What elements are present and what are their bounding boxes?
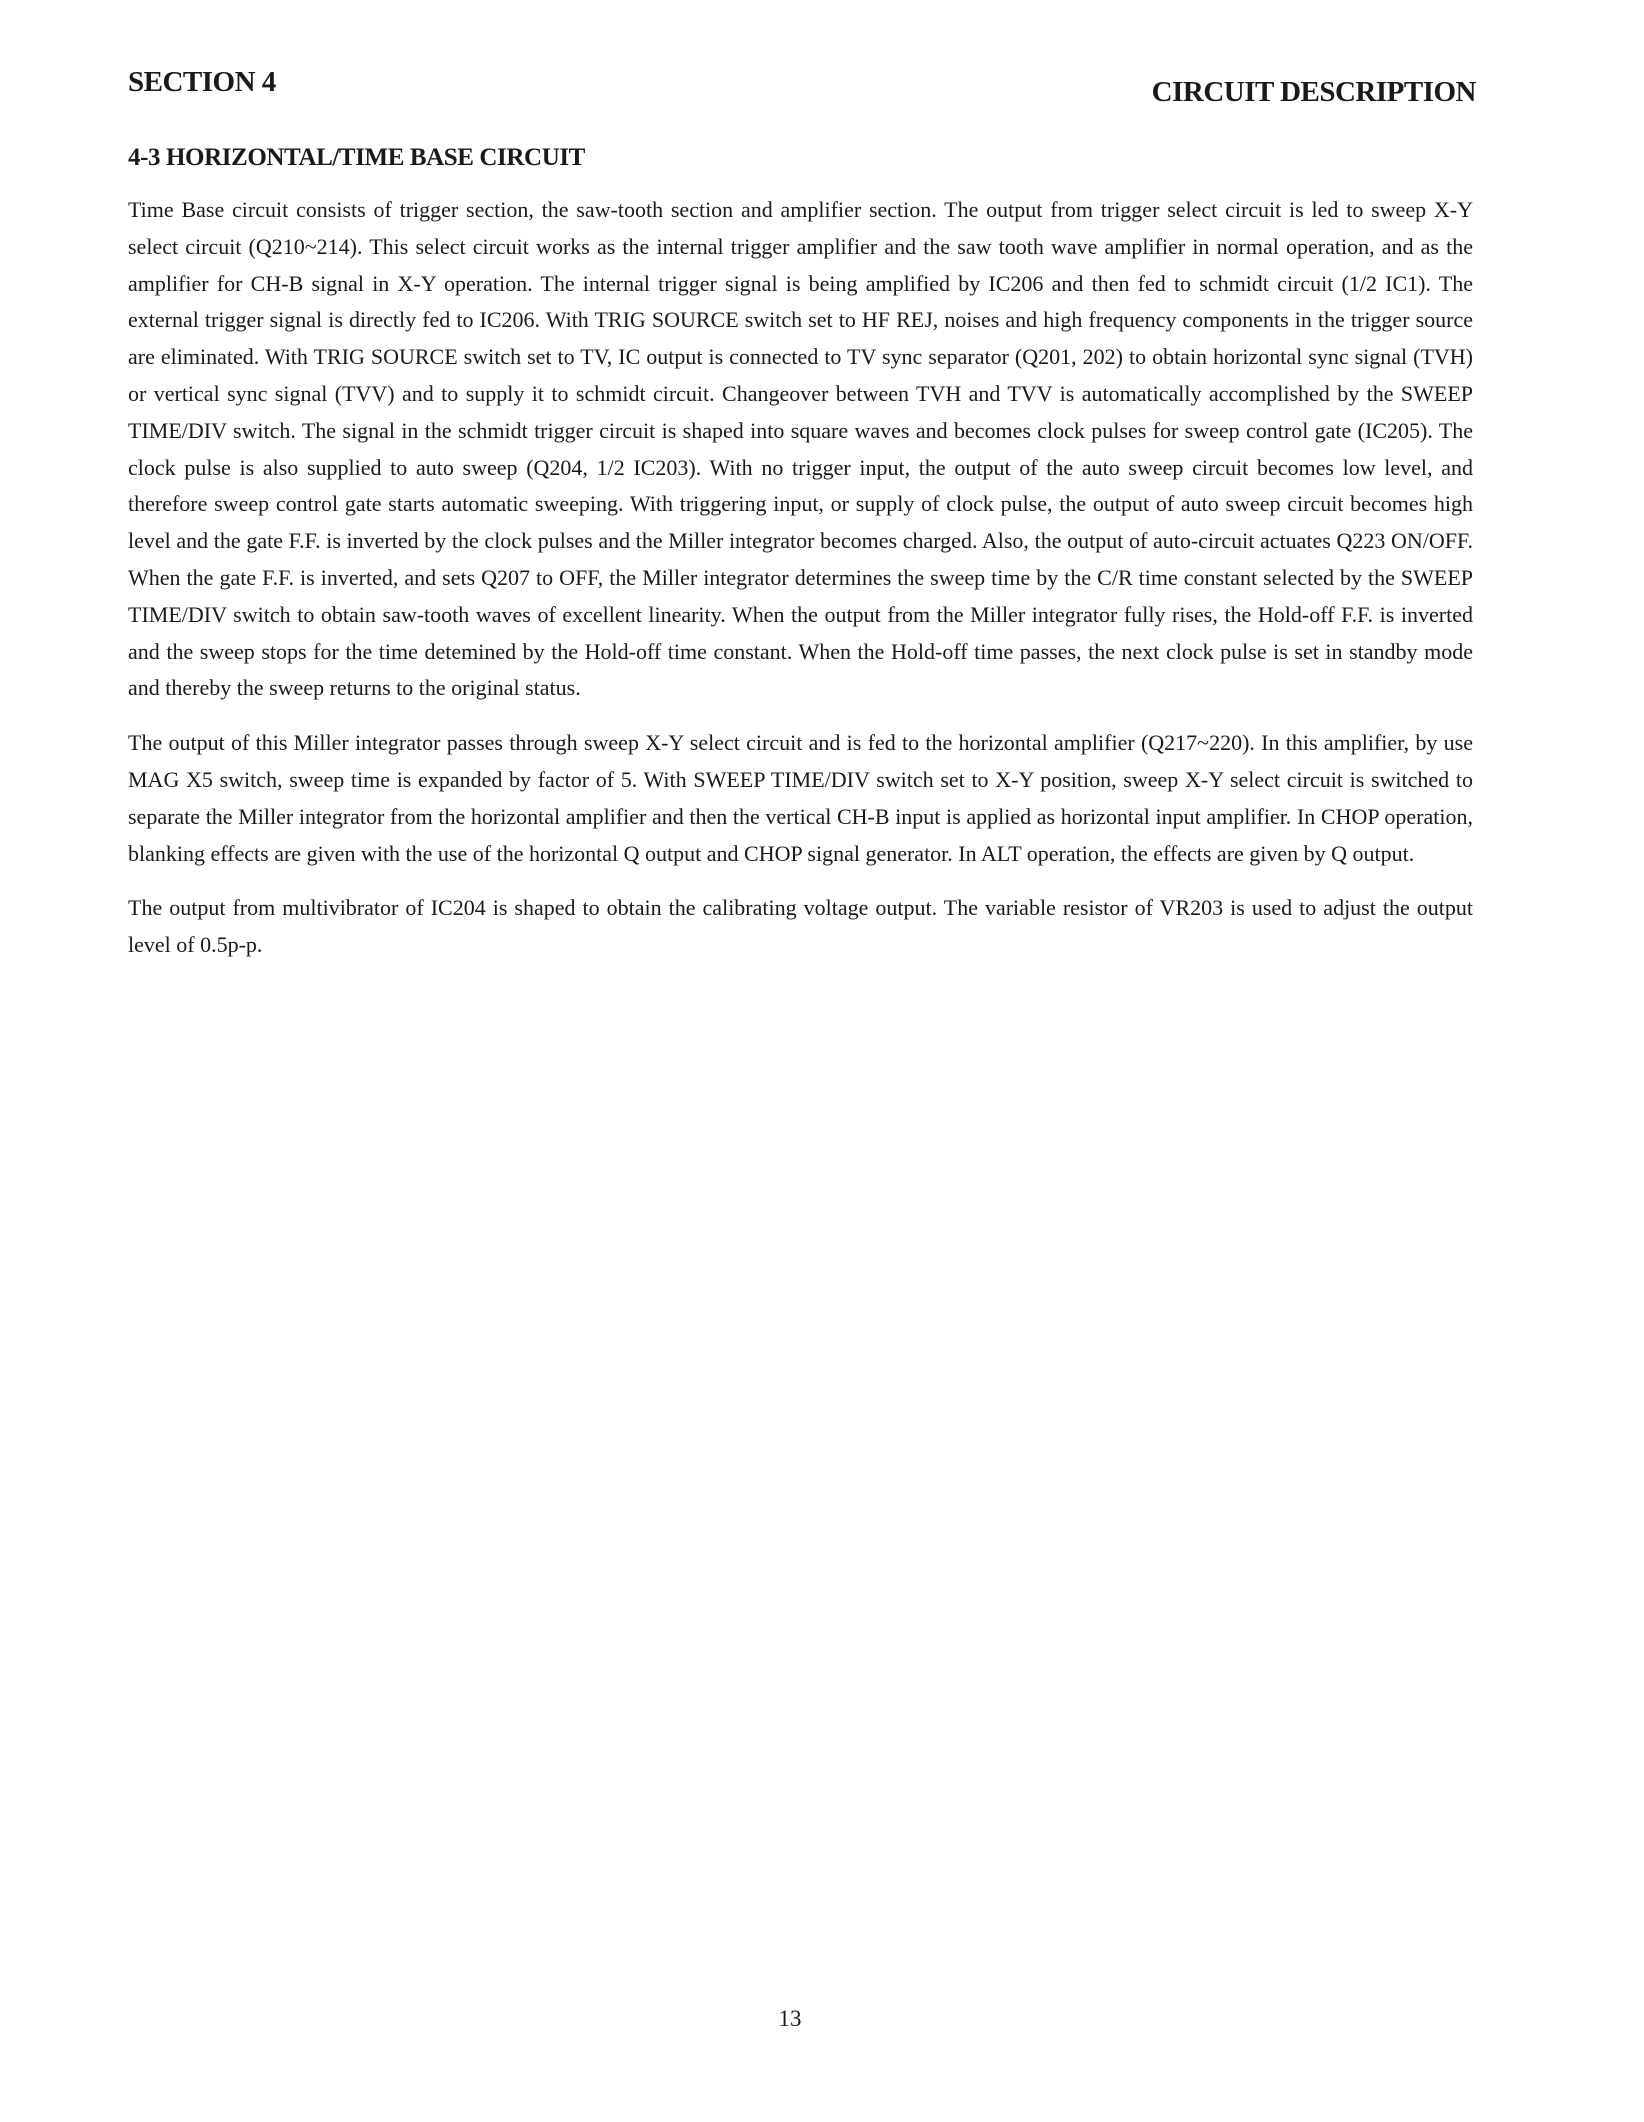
page-number: 13 (778, 2006, 802, 2031)
section-label: SECTION 4 (128, 66, 276, 98)
body-text (128, 192, 1473, 964)
section-heading: 4-3 HORIZONTAL/TIME BASE CIRCUIT (128, 144, 585, 171)
paragraph-calibration: The output from multivibrator of IC204 is shaped to obtain the calibrating voltage output. The variable resistor of VR203 is used to adjust the output level of 0.5p-p. (128, 895, 1473, 958)
chapter-title: CIRCUIT DESCRIPTION (1151, 76, 1476, 108)
paragraph-time-base: Time Base circuit consists of trigger section, the saw-tooth section and amplifier section. The output from trigger select circuit is led to sweep X-Y select circuit (Q210~214). This select circuit works as the internal trigger amplifier and the saw tooth wave amplifier in normal operation, and as the amplifier for CH-B signal in X-Y operation. The internal trigger signal is being amplified by IC206 and then fed to schmidt circuit (1/2 IC1). The external trigger signal is directly fed to IC206. With TRIG SOURCE switch set to HF REJ, noises and high frequency components in the trigger source are eliminated. With TRIG SOURCE switch set to TV, IC output is connected to TV sync separator (Q201, 202) to obtain horizontal sync signal (TVH) or vertical sync signal (TVV) and to supply it to schmidt circuit. Changeover between TVH and TVV is automatically accomplished by the SWEEP TIME/DIV switch. The signal in the schmidt trigger circuit is shaped into square waves and becomes clock pulses for sweep control gate (IC205). The clock pulse is also supplied to auto sweep (Q204, 1/2 IC203). With no trigger input, the output of the auto sweep circuit becomes low level, and therefore sweep control gate starts automatic sweeping. With triggering input, or supply of clock pulse, the output of auto sweep circuit becomes high level and the gate F.F. is inverted by the clock pulses and the Miller integrator becomes charged. Also, the output of auto-circuit actuates Q223 ON/OFF. When the gate F.F. is inverted, and sets Q207 to OFF, the Miller integrator determines the sweep time by the C/R time constant selected by the SWEEP TIME/DIV switch to obtain saw-tooth waves of excellent linearity. When the output from the Miller integrator fully rises, the Hold-off F.F. is inverted and the sweep stops for the time detemined by the Hold-off time constant. When the Hold-off time passes, the next clock pulse is set in standby mode and thereby the sweep returns to the original status. (128, 197, 1473, 701)
paragraph-miller-integrator: The output of this Miller integrator passes through sweep X-Y select circuit and is fed to the horizontal amplifier (Q217~220). In this amplifier, by use MAG X5 switch, sweep time is expanded by factor of 5. With SWEEP TIME/DIV switch set to X-Y position, sweep X-Y select circuit is switched to separate the Miller integrator from the horizontal amplifier and then the vertical CH-B input is applied as horizontal input amplifier. In CHOP operation, blanking effects are given with the use of the horizontal Q output and CHOP signal generator. In ALT operation, the effects are given by Q output. (128, 730, 1473, 866)
